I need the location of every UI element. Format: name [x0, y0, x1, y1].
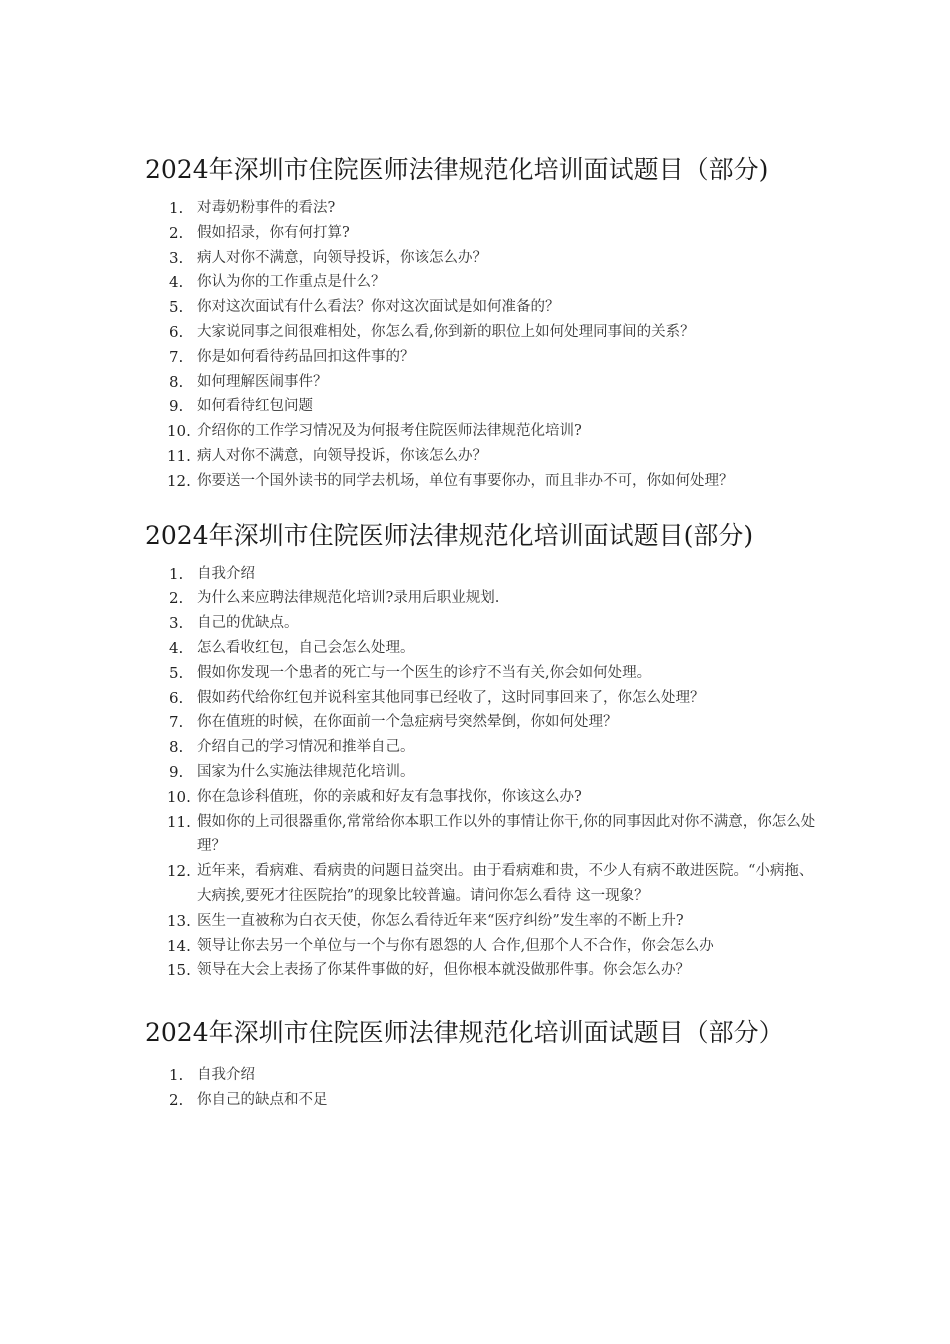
list-item: [145, 611, 825, 636]
section-1: [145, 150, 825, 494]
item-text: 你认为你的工作重点是什么？: [197, 274, 386, 291]
item-number: 10.: [167, 787, 191, 806]
item-text: 领导在大会上表扬了你某件事做的好，但你根本就没做那件事。你会怎么办？: [197, 962, 690, 979]
list-item: [145, 810, 825, 860]
section-title: 2024年深圳市住院医师法律规范化培训面试题目(部分): [145, 520, 754, 550]
item-text: 对毒奶粉事件的看法?: [197, 200, 336, 216]
item-number: 2.: [169, 223, 184, 242]
item-text: 如何理解医闹事件？: [197, 373, 328, 390]
list-item: [145, 1088, 825, 1113]
item-number: 12.: [167, 471, 191, 490]
question-list: [145, 1063, 825, 1113]
section-3: [145, 1005, 825, 1113]
list-item: [145, 710, 825, 735]
item-text: 医生一直被称为白衣天使，你怎么看待近年来“医疗纠纷”发生率的不断上升?: [197, 912, 684, 929]
item-number: 7.: [169, 713, 184, 732]
document-page: [145, 150, 825, 1135]
item-text: 你自己的缺点和不足: [197, 1091, 328, 1108]
item-text: 大家说同事之间很难相处，你怎么看,你到新的职位上如何处理同事间的关系？: [197, 323, 695, 340]
section-title: 2024年深圳市住院医师法律规范化培训面试题目（部分）: [145, 1018, 784, 1048]
item-text: 自我介绍: [197, 565, 255, 582]
section-title: 2024年深圳市住院医师法律规范化培训面试题目（部分): [145, 155, 769, 184]
item-number: 6.: [169, 322, 184, 341]
list-item: [145, 661, 825, 686]
item-text: 假如你的上司很器重你,常常给你本职工作以外的事情让你干,你的同事因此对你不满意，你怎么处理？: [197, 813, 816, 855]
list-item: [145, 270, 825, 295]
list-item: [145, 1063, 825, 1088]
item-number: 4.: [169, 638, 184, 657]
section-2: [145, 516, 825, 984]
list-item: [145, 735, 825, 760]
list-item: [145, 345, 825, 370]
item-number: 11.: [167, 812, 191, 831]
list-item: [145, 469, 825, 494]
item-number: 5.: [169, 298, 184, 317]
item-number: 3.: [169, 614, 184, 633]
item-number: 1.: [169, 1066, 184, 1085]
item-text: 如何看待红包问题: [197, 398, 313, 415]
item-text: 国家为什么实施法律规范化培训。: [197, 763, 415, 780]
item-number: 2.: [169, 1090, 184, 1109]
list-item: [145, 419, 825, 444]
list-item: [145, 934, 825, 959]
list-item: [145, 370, 825, 395]
item-number: 15.: [167, 961, 191, 980]
item-number: 13.: [167, 911, 191, 930]
item-text: 病人对你不满意，向领导投诉，你该怎么办？: [197, 447, 487, 464]
list-item: [145, 909, 825, 934]
list-item: [145, 686, 825, 711]
item-text: 假如你发现一个患者的死亡与一个医生的诊疗不当有关,你会如何处理。: [197, 664, 652, 681]
item-number: 9.: [169, 762, 184, 781]
list-item: [145, 859, 825, 909]
item-number: 7.: [169, 347, 184, 366]
item-number: 14.: [167, 936, 191, 955]
item-number: 3.: [169, 248, 184, 267]
list-item: [145, 444, 825, 469]
list-item: [145, 246, 825, 271]
list-item: [145, 586, 825, 611]
item-text: 你在急诊科值班，你的亲戚和好友有急事找你，你该这么办?: [197, 788, 582, 805]
item-text: 你在值班的时候，在你面前一个急症病号突然晕倒，你如何处理？: [197, 714, 618, 731]
question-list: [145, 196, 825, 494]
item-number: 6.: [169, 688, 184, 707]
list-item: [145, 196, 825, 221]
item-number: 2.: [169, 589, 184, 608]
list-item: [145, 562, 825, 587]
item-text: 你是如何看待药品回扣这件事的？: [197, 348, 415, 365]
list-item: [145, 958, 825, 983]
item-number: 5.: [169, 663, 184, 682]
item-text: 病人对你不满意，向领导投诉，你该怎么办？: [197, 249, 487, 266]
item-number: 12.: [167, 862, 191, 881]
item-number: 8.: [169, 738, 184, 757]
list-item: [145, 295, 825, 320]
item-number: 10.: [167, 422, 191, 441]
item-text: 怎么看收红包，自己会怎么处理。: [197, 639, 415, 656]
item-number: 4.: [169, 273, 184, 292]
list-item: [145, 636, 825, 661]
item-text: 自己的优缺点。: [197, 615, 299, 632]
item-text: 为什么来应聘法律规范化培训?录用后职业规划.: [197, 590, 500, 607]
list-item: [145, 394, 825, 419]
item-text: 自我介绍: [197, 1067, 255, 1084]
item-text: 你要送一个国外读书的同学去机场，单位有事要你办，而且非办不可，你如何处理？: [197, 472, 734, 489]
list-item: [145, 320, 825, 345]
item-number: 9.: [169, 397, 184, 416]
item-text: 你对这次面试有什么看法？你对这次面试是如何准备的？: [197, 299, 560, 316]
item-text: 介绍自己的学习情况和推举自己。: [197, 739, 415, 756]
item-number: 1.: [169, 199, 184, 217]
item-text: 近年来，看病难、看病贵的问题日益突出。由于看病难和贵，不少人有病不敢进医院。“小病拖、大病挨,要死才往医院抬”的现象比较普遍。请问你怎么看待 这一现象？: [197, 863, 814, 904]
item-text: 假如药代给你红包并说科室其他同事已经收了，这时同事回来了，你怎么处理？: [197, 689, 705, 706]
list-item: [145, 785, 825, 810]
item-text: 领导让你去另一个单位与一个与你有恩怨的人 合作,但那个人不合作，你会怎么办: [197, 937, 714, 954]
item-number: 11.: [167, 446, 191, 465]
item-text: 假如招录，你有何打算?: [197, 224, 350, 241]
item-number: 8.: [169, 372, 184, 391]
question-list: [145, 562, 825, 984]
list-item: [145, 760, 825, 785]
list-item: [145, 221, 825, 246]
item-text: 介绍你的工作学习情况及为何报考住院医师法律规范化培训?: [197, 423, 582, 440]
item-number: 1.: [169, 564, 184, 583]
